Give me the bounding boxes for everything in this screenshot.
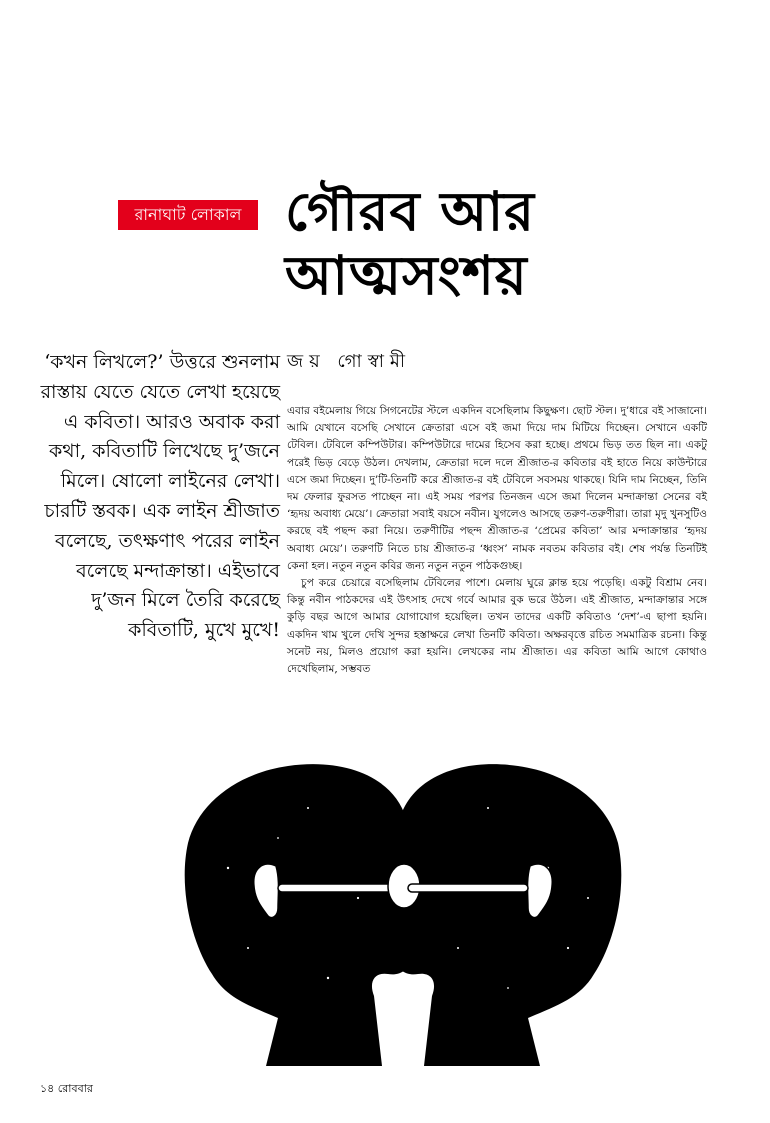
body-paragraph: চুপ করে চেয়ারে বসেছিলাম টেবিলের পাশে। মেলায় ঘুরে ক্লান্ত হয়ে পড়েছি। একটু বিশ্রাম নেব। কিন্তু নবীন পাঠকদের এই উৎসাহ দেখে গর্বে আমার বুক ভরে উঠল। এই শ্রীজাত, মন্দাক্রান্তার সঙ্গে কুড়ি বছর আগে আমার যোগাযোগ হয়েছিল। তখন তাদের একটি কবিতাও ‘দেশ’-এ ছাপা হয়নি। একদিন খাম খুলে দেখি সুন্দর হস্তাক্ষরে লেখা তিনটি কবিতা। অক্ষরবৃত্তে রচিত সমমাত্রিক রচনা। কিন্তু সনেট নয়, মিলও প্রয়োগ করা হয়নি। লেখকের নাম শ্রীজাত। এর কবিতা আমি আগে কোথাও দেখেছিলাম, সম্ভবত: [287, 577, 708, 676]
author-byline: জয় গোস্বামী: [287, 351, 412, 372]
page-folio: ১৪ রোববার: [40, 1082, 93, 1095]
title-line-2: আত্মসংশয়: [285, 244, 528, 307]
right-glasses: [408, 884, 528, 892]
article-body: [287, 403, 707, 678]
section-tag: রানাঘাট লোকাল: [118, 200, 258, 230]
right-head-silhouette: [382, 764, 621, 1066]
pull-quote: ‘কখন লিখলে?’ উত্তরে শুনলাম রাস্তায় যেতে যেতে লেখা হয়েছে এ কবিতা। আরও অবাক করা কথা, কবিতাটি লিখেছে দু’জনে মিলে। ষোলো লাইনের লেখা। চারটি স্তবক। এক লাইন শ্রীজাত বলেছে, তৎক্ষণাৎ পরের লাইন বলেছে মন্দাক্রান্তা। এইভাবে দু’জন মিলে তৈরি করেছে কবিতাটি, মুখে মুখে!: [40, 351, 280, 642]
title-line-1: গৌরব আর: [285, 180, 535, 243]
body-paragraph: এবার বইমেলায় গিয়ে সিগনেটের স্টলে একদিন বসেছিলাম কিছুক্ষণ। ছোট স্টল। দু’ধারে বই সাজানো। আমি যেখানে বসেছি সেখানে ক্রেতারা এসে বই জমা দিয়ে দাম মিটিয়ে দিচ্ছেন। সেখানে একটি টেবিল। টেবিলে কম্পিউটার। কম্পিউটারে দামের হিসেব করা হচ্ছে। প্রথমে ভিড় তত ছিল না। একটু পরেই ভিড় বেড়ে উঠল। দেখলাম, ক্রেতারা দলে দলে শ্রীজাত-র কবিতার বই হাতে নিয়ে কাউন্টারে এসে জমা দিচ্ছেন। দু’টি-তিনটি করে শ্রীজাত-র বই টেবিলে সবসময় থাকছে। যিনি দাম নিচ্ছেন, তিনি দম ফেলার ফুরসত পাচ্ছেন না। এই সময় পরপর তিনজন এসে জমা দিলেন মন্দাক্রান্তা সেনের বই ‘হৃদয় অবাধ্য মেয়ে’। ক্রেতারা সবাই বয়সে নবীন। যুগলেও আসছে তরুণ-তরুণীরা। তারা মৃদু খুনসুটিও করছে বই পছন্দ করা নিয়ে। তরুণীটির পছন্দ শ্রীজাত-র ‘প্রেমের কবিতা’ আর মন্দাক্রান্তার ‘হৃদয় অবাধ্য মেয়ে’। তরুণটি নিতে চায় শ্রীজাত-র ‘ধ্বংস’ নামক নবতম কবিতার বই। শেষ পর্যন্ত তিনটিই কেনা হল। নতুন নতুন কবির জন্য নতুন নতুন পাঠকগুচ্ছ।: [287, 405, 707, 572]
article-title: [285, 180, 705, 308]
two-heads-illustration: [168, 748, 638, 1068]
